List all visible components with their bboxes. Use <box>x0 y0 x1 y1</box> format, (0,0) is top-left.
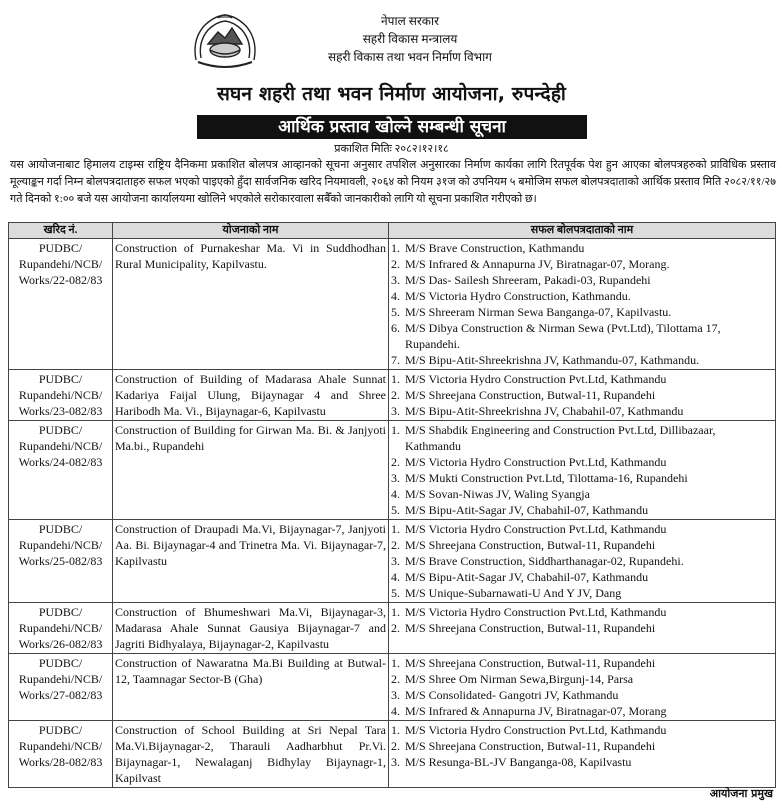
list-item <box>391 403 773 419</box>
list-item <box>391 304 773 320</box>
bidder-name: M/S Shabdik Engineering and Construction Pvt.Ltd, Dillibazaar, Kathmandu <box>405 423 716 453</box>
bidder-number: 1. <box>391 605 400 619</box>
bidder-number: 4. <box>391 487 400 501</box>
bidder-number: 1. <box>391 241 400 255</box>
bidder-name: M/S Victoria Hydro Construction Pvt.Ltd, Kathmandu <box>405 455 667 469</box>
bidder-number: 2. <box>391 621 400 635</box>
list-item <box>391 240 773 256</box>
header-procurement-no: खरिद नं. <box>9 223 113 239</box>
list-item <box>391 722 773 738</box>
bidder-number: 3. <box>391 688 400 702</box>
bidder-name: M/S Shree Om Nirman Sewa,Birgunj-14, Parsa <box>405 672 634 686</box>
notice-title-banner: आर्थिक प्रस्ताव खोल्ने सम्बन्धी सूचना <box>197 115 587 139</box>
bidder-number: 3. <box>391 273 400 287</box>
bidder-list <box>389 239 776 370</box>
bidders-table <box>8 222 776 788</box>
bidder-name: M/S Resunga-BL-JV Banganga-08, Kapilvastu <box>405 755 632 769</box>
bidder-list <box>389 603 776 654</box>
bidder-number: 3. <box>391 554 400 568</box>
bidder-number: 7. <box>391 353 400 367</box>
bidder-name: M/S Infrared & Annapurna JV, Biratnagar-07, Morang <box>405 704 667 718</box>
header-line-department: सहरी विकास तथा भवन निर्माण विभाग <box>328 50 492 64</box>
list-item <box>391 553 773 569</box>
header-line-government: नेपाल सरकार <box>381 14 439 28</box>
procurement-number: PUDBC/ Rupandehi/NCB/ Works/22-082/83 <box>9 239 113 370</box>
intro-paragraph: यस आयोजनाबाट हिमालय टाइम्स राष्ट्रिय दैनिकमा प्रकाशित बोलपत्र आव्हानको सूचना अनुसार तपशिल अनुसारका निर्माण कार्यका लागि रितपूर्वक पेश हुन आएका बोलपत्रहरुको प्राविधिक प्रस्ताव मूल्याङ्कन गर्दा निम्न बोलपत्रदाताहरु सफल भएको पाइएको हुँदा सार्वजनिक खरिद नियमावली, २०६४ को नियम ३१ज को उपनियम ५ बमोजिम सफल बोलपत्रदाताको आर्थिक प्रस्ताव मिति २०८२/११/२७ गते दिनको १:०० बजे यस आयोजना कार्यालयमा खोलिने भएकोले सरोकारवाला सबैँको जानकारीको लागि यो सूचना प्रकाशित गरीएको छ। <box>10 159 776 205</box>
list-item <box>391 703 773 719</box>
bidder-list <box>389 721 776 788</box>
list-item <box>391 738 773 754</box>
project-name: Construction of Bhumeshwari Ma.Vi, Bijaynagar-3, Madarasa Ahale Sunnat Gausiya Bijaynagar-7 and Jagriti Bidhyalaya, Bijaynagar-2, Kapilvastu <box>113 603 389 654</box>
nepal-government-emblem <box>188 10 262 72</box>
list-item <box>391 671 773 687</box>
bidder-number: 4. <box>391 704 400 718</box>
bidder-number: 5. <box>391 503 400 517</box>
list-item <box>391 754 773 770</box>
list-item <box>391 272 773 288</box>
list-item <box>391 655 773 671</box>
bidder-name: M/S Mukti Construction Pvt.Ltd, Tilottama-16, Rupandehi <box>405 471 688 485</box>
bidder-name: M/S Dibya Construction & Nirman Sewa (Pvt.Ltd), Tilottama 17, Rupandehi. <box>405 321 721 351</box>
table-row <box>9 654 776 721</box>
table-row <box>9 370 776 421</box>
bidder-name: M/S Shreejana Construction, Butwal-11, Rupandehi <box>405 739 656 753</box>
project-name: Construction of School Building at Sri Nepal Tara Ma.Vi.Bijaynagar-2, Tharauli Aadharbhut Pr.Vi. Bijaynagar-1, Newalaganj Bidhylay Bijaynagr-1, Kapilvast <box>113 721 389 788</box>
bidder-name: M/S Brave Construction, Siddharthanagar-02, Rupandehi. <box>405 554 684 568</box>
bidder-name: M/S Shreejana Construction, Butwal-11, Rupandehi <box>405 656 656 670</box>
procurement-number: PUDBC/ Rupandehi/NCB/ Works/27-082/83 <box>9 654 113 721</box>
bidder-name: M/S Bipu-Atit-Sagar JV, Chabahil-07, Kathmandu <box>405 503 649 517</box>
list-item <box>391 620 773 636</box>
bidder-number: 3. <box>391 755 400 769</box>
table-row <box>9 721 776 788</box>
header-project-name: योजनाको नाम <box>113 223 389 239</box>
bidder-name: M/S Sovan-Niwas JV, Waling Syangja <box>405 487 590 501</box>
project-name: Construction of Building for Girwan Ma. Bi. & Janjyoti Ma.bi., Rupandehi <box>113 421 389 520</box>
bidder-number: 1. <box>391 372 400 386</box>
bidder-name: M/S Bipu-Atit-Shreekrishna JV, Kathmandu-07, Kathmandu. <box>405 353 700 367</box>
bidder-number: 2. <box>391 672 400 686</box>
bidder-name: M/S Victoria Hydro Construction Pvt.Ltd, Kathmandu <box>405 605 667 619</box>
procurement-number: PUDBC/ Rupandehi/NCB/ Works/28-082/83 <box>9 721 113 788</box>
bidder-list <box>389 520 776 603</box>
bidder-number: 5. <box>391 586 400 600</box>
bidder-number: 2. <box>391 455 400 469</box>
project-name: Construction of Purnakeshar Ma. Vi in Suddhodhan Rural Municipality, Kapilvastu. <box>113 239 389 370</box>
bidder-name: M/S Victoria Hydro Construction Pvt.Ltd, Kathmandu <box>405 372 667 386</box>
bidder-number: 4. <box>391 289 400 303</box>
project-name: Construction of Nawaratna Ma.Bi Building at Butwal-12, Taamnagar Sector-B (Gha) <box>113 654 389 721</box>
procurement-number: PUDBC/ Rupandehi/NCB/ Works/23-082/83 <box>9 370 113 421</box>
list-item <box>391 371 773 387</box>
list-item <box>391 521 773 537</box>
table-body <box>9 239 776 788</box>
project-name: Construction of Draupadi Ma.Vi, Bijaynagar-7, Janjyoti Aa. Bi. Bijaynagar-4 and Trinetra Ma. Vi. Bijaynagar-7, Kapilvastu <box>113 520 389 603</box>
list-item <box>391 470 773 486</box>
list-item <box>391 502 773 518</box>
table-row <box>9 239 776 370</box>
bidder-name: M/S Das- Sailesh Shreeram, Pakadi-03, Rupandehi <box>405 273 651 287</box>
list-item <box>391 288 773 304</box>
header-successful-bidders: सफल बोलपत्रदाताको नाम <box>389 223 776 239</box>
bidder-name: M/S Victoria Hydro Construction Pvt.Ltd, Kathmandu <box>405 723 667 737</box>
bidder-number: 3. <box>391 404 400 418</box>
bidder-name: M/S Shreejana Construction, Butwal-11, Rupandehi <box>405 388 656 402</box>
signatory-title: आयोजना प्रमुख <box>709 787 773 800</box>
list-item <box>391 687 773 703</box>
bidder-name: M/S Brave Construction, Kathmandu <box>405 241 585 255</box>
list-item <box>391 352 773 368</box>
bidder-number: 6. <box>391 321 400 335</box>
list-item <box>391 387 773 403</box>
bidder-number: 1. <box>391 522 400 536</box>
list-item <box>391 585 773 601</box>
table-row <box>9 421 776 520</box>
table-header-row <box>9 223 776 239</box>
header-line-ministry: सहरी विकास मन्त्रालय <box>362 32 458 46</box>
bidder-number: 1. <box>391 423 400 437</box>
table-row <box>9 520 776 603</box>
bidder-list <box>389 421 776 520</box>
list-item <box>391 320 773 352</box>
bidder-number: 2. <box>391 388 400 402</box>
list-item <box>391 422 773 454</box>
list-item <box>391 537 773 553</box>
bidder-name: M/S Unique-Subarnawati-U And Y JV, Dang <box>405 586 622 600</box>
bidder-number: 3. <box>391 471 400 485</box>
bidder-number: 1. <box>391 656 400 670</box>
list-item <box>391 486 773 502</box>
project-title: सघन शहरी तथा भवन निर्माण आयोजना, रुपन्देही <box>216 83 567 105</box>
list-item <box>391 454 773 470</box>
bidder-name: M/S Shreejana Construction, Butwal-11, Rupandehi <box>405 538 656 552</box>
published-date: प्रकाशित मितिः २०८२।१२।१८ <box>334 143 449 155</box>
bidder-number: 1. <box>391 723 400 737</box>
table-row <box>9 603 776 654</box>
government-header <box>300 12 520 66</box>
bidder-list <box>389 370 776 421</box>
list-item <box>391 604 773 620</box>
procurement-number: PUDBC/ Rupandehi/NCB/ Works/24-082/83 <box>9 421 113 520</box>
project-name: Construction of Building of Madarasa Ahale Sunnat Kadariya Faijal Ulung, Bijaynagar 4 and Shree Haribodh Ma. Vi., Bijaynagar-6, Kapilvastu <box>113 370 389 421</box>
list-item <box>391 256 773 272</box>
bidder-list <box>389 654 776 721</box>
bidder-number: 2. <box>391 739 400 753</box>
bidder-number: 4. <box>391 570 400 584</box>
procurement-number: PUDBC/ Rupandehi/NCB/ Works/25-082/83 <box>9 520 113 603</box>
bidder-name: M/S Victoria Hydro Construction Pvt.Ltd, Kathmandu <box>405 522 667 536</box>
bidder-number: 2. <box>391 257 400 271</box>
procurement-number: PUDBC/ Rupandehi/NCB/ Works/26-082/83 <box>9 603 113 654</box>
list-item <box>391 569 773 585</box>
bidder-name: M/S Consolidated- Gangotri JV, Kathmandu <box>405 688 619 702</box>
bidder-name: M/S Shreeram Nirman Sewa Banganga-07, Kapilvastu. <box>405 305 672 319</box>
bidder-number: 5. <box>391 305 400 319</box>
bidder-name: M/S Victoria Hydro Construction, Kathmandu. <box>405 289 631 303</box>
bidder-number: 2. <box>391 538 400 552</box>
bidder-name: M/S Infrared & Annapurna JV, Biratnagar-07, Morang. <box>405 257 670 271</box>
bidder-name: M/S Bipu-Atit-Sagar JV, Chabahil-07, Kathmandu <box>405 570 649 584</box>
bidder-name: M/S Bipu-Atit-Shreekrishna JV, Chabahil-07, Kathmandu <box>405 404 684 418</box>
bidder-name: M/S Shreejana Construction, Butwal-11, Rupandehi <box>405 621 656 635</box>
